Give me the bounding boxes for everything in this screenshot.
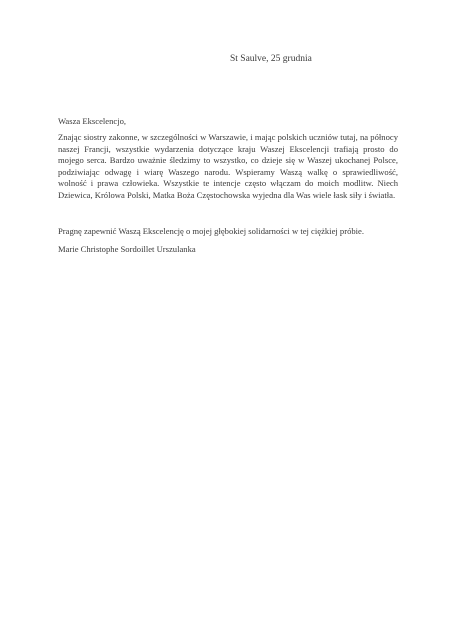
place-and-date: St Saulve, 25 grudnia bbox=[230, 54, 312, 64]
signature: Marie Christophe Sordoillet Urszulanka bbox=[58, 244, 196, 254]
greeting: Wasza Ekscelencjo, bbox=[58, 116, 127, 126]
body-paragraph-1: Znając siostry zakonne, w szczególności w Warszawie, i mając polskich uczniów tutaj, na północy naszej Francji, wszystkie wydarzenia dotyczące kraju Waszej Ekscelencji trafiają prosto do mojego serca. Bardzo uważnie śledzimy to wszystko, co dzieje się w Waszej ukochanej Polsce, podziwiając odwagę i wiarę Waszego narodu. Wspieramy Waszą walkę o sprawiedliwość, wolność i prawa człowieka. Wszystkie te intencje często włączam do moich modlitw. Niech Dziewica, Królowa Polski, Matka Boża Częstochowska wyjedna dla Was wiele łask siły i światła. bbox=[58, 132, 398, 200]
body-paragraph-2: Pragnę zapewnić Waszą Ekscelencję o mojej głębokiej solidarności w tej ciężkiej próbie. bbox=[58, 226, 365, 236]
